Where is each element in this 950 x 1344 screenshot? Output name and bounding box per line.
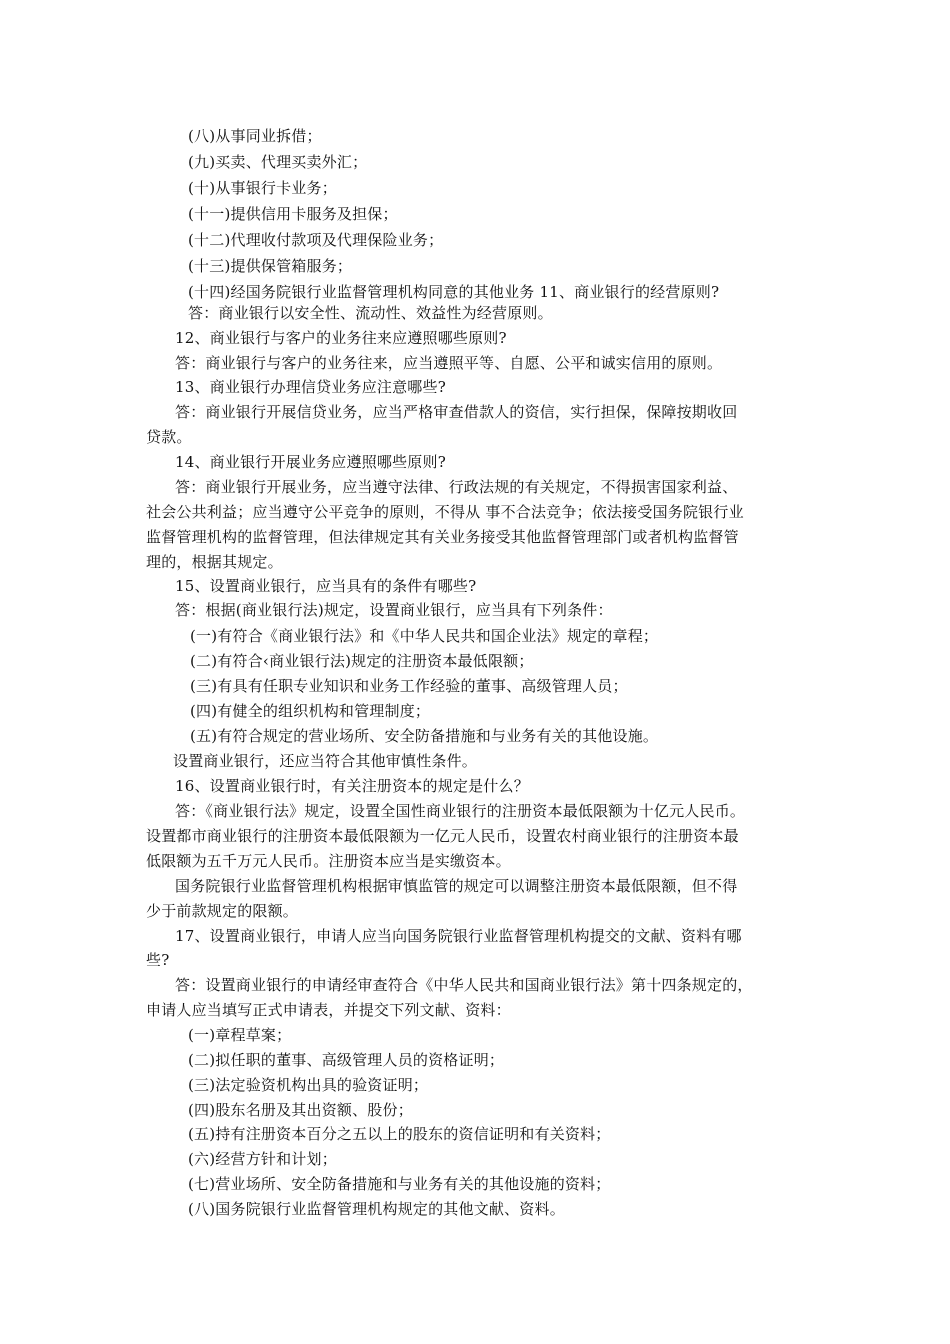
text-line: 设置商业银行，还应当符合其他审慎性条件。: [173, 752, 478, 770]
text-line: (十一)提供信用卡服务及担保；: [188, 205, 398, 223]
text-line: 国务院银行业监督管理机构根据审慎监管的规定可以调整注册资本最低限额，但不得: [175, 877, 738, 895]
question-line: 13、商业银行办理信贷业务应注意哪些?: [175, 378, 446, 396]
text-line: 贷款。: [146, 428, 192, 446]
question-line: 14、商业银行开展业务应遵照哪些原则?: [175, 453, 446, 471]
text-line: (六)经营方针和计划；: [188, 1150, 337, 1168]
answer-line: 答：商业银行开展业务，应当遵守法律、行政法规的有关规定，不得损害国家利益、: [175, 478, 738, 496]
text-line: (七)营业场所、安全防备措施和与业务有关的其他设施的资料；: [188, 1175, 611, 1193]
answer-line: 答：商业银行以安全性、流动性、效益性为经营原则。: [188, 304, 553, 322]
text-line: (二)有符合‹商业银行法)规定的注册资本最低限额；: [190, 652, 534, 670]
question-line: 15、设置商业银行，应当具有的条件有哪些?: [175, 577, 477, 595]
text-line: (五)有符合规定的营业场所、安全防备措施和与业务有关的其他设施。: [190, 727, 659, 745]
text-line: (一)章程草案；: [188, 1026, 292, 1044]
answer-line: 答：商业银行与客户的业务往来，应当遵照平等、自愿、公平和诚实信用的原则。: [175, 354, 723, 372]
text-line: 些?: [146, 951, 170, 969]
question-line: 12、商业银行与客户的业务往来应遵照哪些原则?: [175, 329, 507, 347]
text-line: 申请人应当填写正式申请表，并提交下列文献、资料：: [146, 1001, 511, 1019]
text-line: (十二)代理收付款项及代理保险业务；: [188, 231, 444, 249]
answer-line: 答：商业银行开展信贷业务，应当严格审查借款人的资信，实行担保，保障按期收回: [175, 403, 738, 421]
text-line: (十四)经国务院银行业监督管理机构同意的其他业务 11、商业银行的经营原则?: [188, 283, 720, 301]
text-line: (九)买卖、代理买卖外汇；: [188, 153, 368, 171]
question-line: 16、设置商业银行时，有关注册资本的规定是什么？: [175, 777, 529, 795]
text-line: (八)从事同业拆借；: [188, 127, 322, 145]
text-line: (十)从事银行卡业务；: [188, 179, 337, 197]
text-line: 监督管理机构的监督管理，但法律规定其有关业务接受其他监督管理部门或者机构监督管: [146, 528, 739, 546]
answer-line: 答：设置商业银行的申请经审查符合《中华人民共和国商业银行法》第十四条规定的，: [175, 976, 753, 994]
text-line: (八)国务院银行业监督管理机构规定的其他文献、资料。: [188, 1200, 565, 1218]
question-line: 17、设置商业银行，申请人应当向国务院银行业监督管理机构提交的文献、资料有哪: [175, 927, 742, 945]
answer-line: 答：《商业银行法》规定，设置全国性商业银行的注册资本最低限额为十亿元人民币。: [175, 802, 746, 820]
text-line: 设置都市商业银行的注册资本最低限额为一亿元人民币，设置农村商业银行的注册资本最: [146, 827, 739, 845]
text-line: (四)股东名册及其出资额、股份；: [188, 1101, 413, 1119]
answer-line: 答：根据(商业银行法)规定，设置商业银行，应当具有下列条件：: [175, 601, 613, 619]
text-line: (三)法定验资机构出具的验资证明；: [188, 1076, 429, 1094]
text-line: 低限额为五千万元人民币。注册资本应当是实缴资本。: [146, 852, 511, 870]
text-line: (一)有符合《商业银行法》和《中华人民共和国企业法》规定的章程；: [190, 627, 659, 645]
text-line: (三)有具有任职专业知识和业务工作经验的董事、高级管理人员；: [190, 677, 628, 695]
text-line: (二)拟任职的董事、高级管理人员的资格证明；: [188, 1051, 505, 1069]
text-line: 社会公共利益；应当遵守公平竞争的原则，不得从 事不合法竞争；依法接受国务院银行业: [146, 503, 744, 521]
text-line: 少于前款规定的限额。: [146, 902, 299, 920]
text-line: (五)持有注册资本百分之五以上的股东的资信证明和有关资料；: [188, 1125, 611, 1143]
text-line: 理的，根据其规定。: [146, 553, 283, 571]
text-line: (十三)提供保管箱服务；: [188, 257, 353, 275]
text-line: (四)有健全的组织机构和管理制度；: [190, 702, 431, 720]
